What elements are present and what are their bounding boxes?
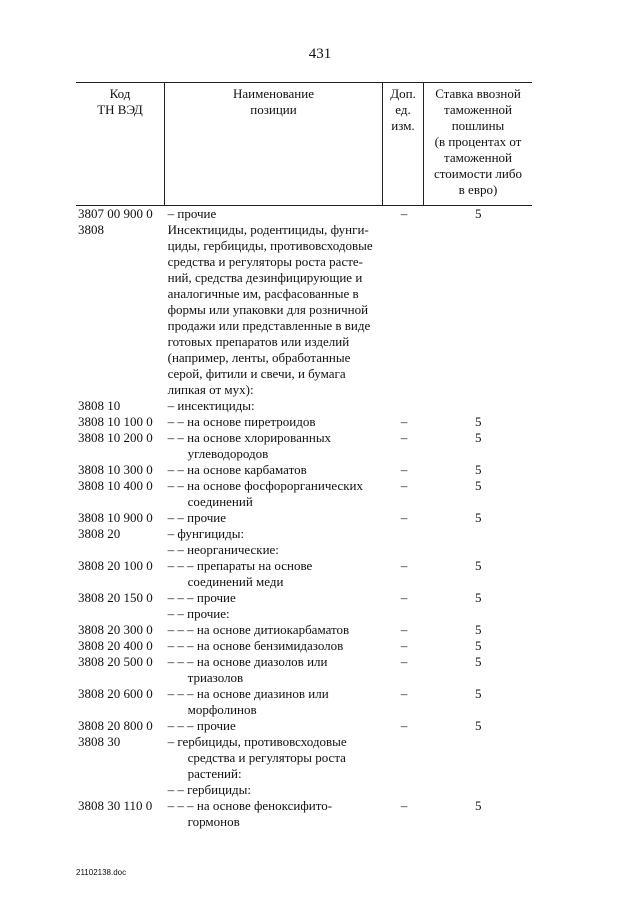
additional-unit: – [400, 478, 408, 493]
additional-unit: – [400, 622, 408, 637]
position-name [165, 718, 384, 734]
additional-unit: – [400, 638, 408, 653]
additional-unit: – [400, 798, 408, 813]
duty-rate: 5 [474, 430, 482, 445]
duty-rate: 5 [474, 622, 482, 637]
position-name-line: углеводородов [187, 446, 269, 461]
additional-unit [384, 542, 425, 558]
duty-rate: 5 [474, 590, 482, 605]
position-name-line: – – – препараты на основе [167, 558, 313, 573]
position-name-line: серой, фитили и свечи, и бумага [167, 366, 346, 381]
table-row [76, 798, 532, 830]
duty-rate [424, 606, 532, 622]
position-name-line: средства и регуляторы роста [187, 750, 346, 765]
position-name-line: липкая от мух): [167, 382, 254, 397]
tariff-code: 3808 20 300 0 [78, 622, 153, 637]
duty-rate: 5 [474, 654, 482, 669]
position-name-line: – – прочие: [167, 606, 230, 621]
duty-rate: 5 [474, 510, 482, 525]
header-rate-line: таможенной [444, 150, 512, 165]
duty-rate: 5 [474, 798, 482, 813]
position-name-line: – – – на основе дитиокарбаматов [167, 622, 350, 637]
header-name-line: позиции [250, 102, 297, 117]
additional-unit [384, 526, 425, 542]
position-name [165, 206, 384, 222]
table-row [76, 542, 532, 558]
position-name [165, 558, 384, 590]
position-name-line: – – – на основе феноксифито- [167, 798, 333, 813]
position-name [165, 654, 384, 686]
position-name-line: соединений меди [187, 574, 284, 589]
tariff-code: 3808 10 900 0 [78, 510, 153, 525]
position-name [165, 798, 384, 830]
tariff-code: 3808 [78, 222, 104, 237]
table-row [76, 510, 532, 526]
header-rate [424, 83, 532, 205]
duty-rate [424, 542, 532, 558]
position-name-line: – фунгициды: [167, 526, 245, 541]
position-name [165, 430, 384, 462]
header-rate-line: стоимости либо [433, 166, 522, 181]
position-name [165, 398, 384, 414]
tariff-code: 3808 30 110 0 [78, 798, 153, 813]
position-name [165, 590, 384, 606]
table-row [76, 558, 532, 590]
additional-unit: – [400, 718, 408, 733]
table-row [76, 654, 532, 686]
table-row [76, 606, 532, 622]
duty-rate: 5 [474, 206, 482, 221]
position-name-line: – – – на основе диазинов или [167, 686, 329, 701]
additional-unit [384, 606, 425, 622]
additional-unit: – [400, 558, 408, 573]
position-name [165, 606, 384, 622]
position-name [165, 510, 384, 526]
position-name [165, 686, 384, 718]
table-row [76, 686, 532, 718]
table-row [76, 590, 532, 606]
duty-rate: 5 [474, 414, 482, 429]
tariff-code: 3808 10 100 0 [78, 414, 153, 429]
table-header [76, 82, 532, 206]
position-name-line: соединений [187, 494, 253, 509]
position-name-line: Инсектициды, родентициды, фунги- [167, 222, 369, 237]
position-name-line: – – – на основе бензимидазолов [167, 638, 344, 653]
position-name-line: – – прочие [167, 510, 226, 525]
additional-unit: – [400, 686, 408, 701]
position-name-line: гормонов [187, 814, 240, 829]
header-rate-line: в евро) [458, 182, 498, 197]
position-name-line: – – – прочие [167, 590, 236, 605]
file-name: 21102138.doc [76, 868, 127, 877]
additional-unit [384, 398, 425, 414]
position-name-line: аналогичные им, расфасованные в [167, 286, 359, 301]
tariff-table [76, 82, 532, 830]
table-row [76, 398, 532, 414]
tariff-code: 3808 10 400 0 [78, 478, 153, 493]
position-name [165, 734, 384, 782]
position-name-line: – – – прочие [167, 718, 236, 733]
tariff-code: 3808 20 150 0 [78, 590, 153, 605]
tariff-code: 3808 20 400 0 [78, 638, 153, 653]
position-name [165, 638, 384, 654]
tariff-code: 3808 30 [78, 734, 121, 749]
tariff-code: 3807 00 900 0 [78, 206, 153, 221]
additional-unit: – [400, 430, 408, 445]
header-code-line: ТН ВЭД [97, 102, 143, 117]
tariff-code: 3808 20 [78, 526, 121, 541]
position-name-line: – – неорганические: [167, 542, 279, 557]
header-rate-line: (в процентах от [434, 134, 522, 149]
position-name-line: триазолов [187, 670, 244, 685]
duty-rate: 5 [474, 462, 482, 477]
page-number: 431 [308, 46, 332, 62]
additional-unit [384, 782, 425, 798]
table-row [76, 718, 532, 734]
tariff-code: 3808 20 100 0 [78, 558, 153, 573]
tariff-code: 3808 10 [78, 398, 121, 413]
position-name-line: – – на основе карбаматов [167, 462, 307, 477]
table-row [76, 430, 532, 462]
table-row [76, 462, 532, 478]
position-name-line: средства и регуляторы роста расте- [167, 254, 364, 269]
position-name-line: формы или упаковки для розничной [167, 302, 369, 317]
position-name-line: – – на основе хлорированных [167, 430, 332, 445]
additional-unit [384, 222, 425, 398]
header-code-line: Код [109, 86, 131, 101]
position-name-line: ний, средства дезинфицирующие и [167, 270, 363, 285]
position-name-line: готовых препаратов или изделий [167, 334, 350, 349]
position-name-line: – – гербициды: [167, 782, 251, 797]
tariff-code [76, 782, 165, 798]
duty-rate [424, 782, 532, 798]
header-unit-line: ед. [395, 102, 411, 117]
position-name-line: – – на основе фосфорорганических [167, 478, 364, 493]
table-row [76, 638, 532, 654]
additional-unit: – [400, 206, 408, 221]
header-name-line: Наименование [233, 86, 314, 101]
duty-rate [424, 526, 532, 542]
additional-unit: – [400, 654, 408, 669]
position-name-line: – прочие [167, 206, 217, 221]
tariff-code: 3808 10 300 0 [78, 462, 153, 477]
header-rate-line: Ставка ввозной [435, 86, 521, 101]
position-name [165, 542, 384, 558]
header-rate-line: таможенной [444, 102, 512, 117]
position-name-line: – – на основе пиретроидов [167, 414, 316, 429]
duty-rate: 5 [474, 718, 482, 733]
position-name-line: – инсектициды: [167, 398, 255, 413]
position-name-line: – гербициды, противовсходовые [167, 734, 347, 749]
position-name [165, 414, 384, 430]
table-row [76, 782, 532, 798]
position-name-line: циды, гербициды, противовсходовые [167, 238, 373, 253]
duty-rate: 5 [474, 558, 482, 573]
additional-unit: – [400, 590, 408, 605]
header-unit-line: Доп. [390, 86, 416, 101]
tariff-code: 3808 20 500 0 [78, 654, 153, 669]
position-name-line: морфолинов [187, 702, 257, 717]
table-row [76, 414, 532, 430]
duty-rate: 5 [474, 638, 482, 653]
table-row [76, 478, 532, 510]
position-name [165, 478, 384, 510]
table-row [76, 622, 532, 638]
header-code [76, 83, 165, 205]
tariff-code [76, 606, 165, 622]
table-body [76, 206, 532, 830]
additional-unit: – [400, 462, 408, 477]
header-unit [383, 83, 424, 205]
position-name [165, 526, 384, 542]
table-row [76, 222, 532, 398]
position-name-line: продажи или представленные в виде [167, 318, 371, 333]
position-name [165, 782, 384, 798]
duty-rate [424, 222, 532, 398]
tariff-code: 3808 20 600 0 [78, 686, 153, 701]
position-name [165, 222, 384, 398]
position-name-line: – – – на основе диазолов или [167, 654, 328, 669]
tariff-code: 3808 10 200 0 [78, 430, 153, 445]
table-row [76, 734, 532, 782]
tariff-code [76, 542, 165, 558]
tariff-code: 3808 20 800 0 [78, 718, 153, 733]
table-row [76, 526, 532, 542]
duty-rate: 5 [474, 686, 482, 701]
duty-rate: 5 [474, 478, 482, 493]
header-rate-line: пошлины [451, 118, 505, 133]
position-name [165, 462, 384, 478]
header-unit-line: изм. [391, 118, 415, 133]
duty-rate [424, 398, 532, 414]
header-name [165, 83, 383, 205]
table-row [76, 206, 532, 222]
position-name-line: растений: [187, 766, 242, 781]
position-name [165, 622, 384, 638]
additional-unit [384, 734, 425, 782]
duty-rate [424, 734, 532, 782]
position-name-line: (например, ленты, обработанные [167, 350, 351, 365]
additional-unit: – [400, 414, 408, 429]
additional-unit: – [400, 510, 408, 525]
